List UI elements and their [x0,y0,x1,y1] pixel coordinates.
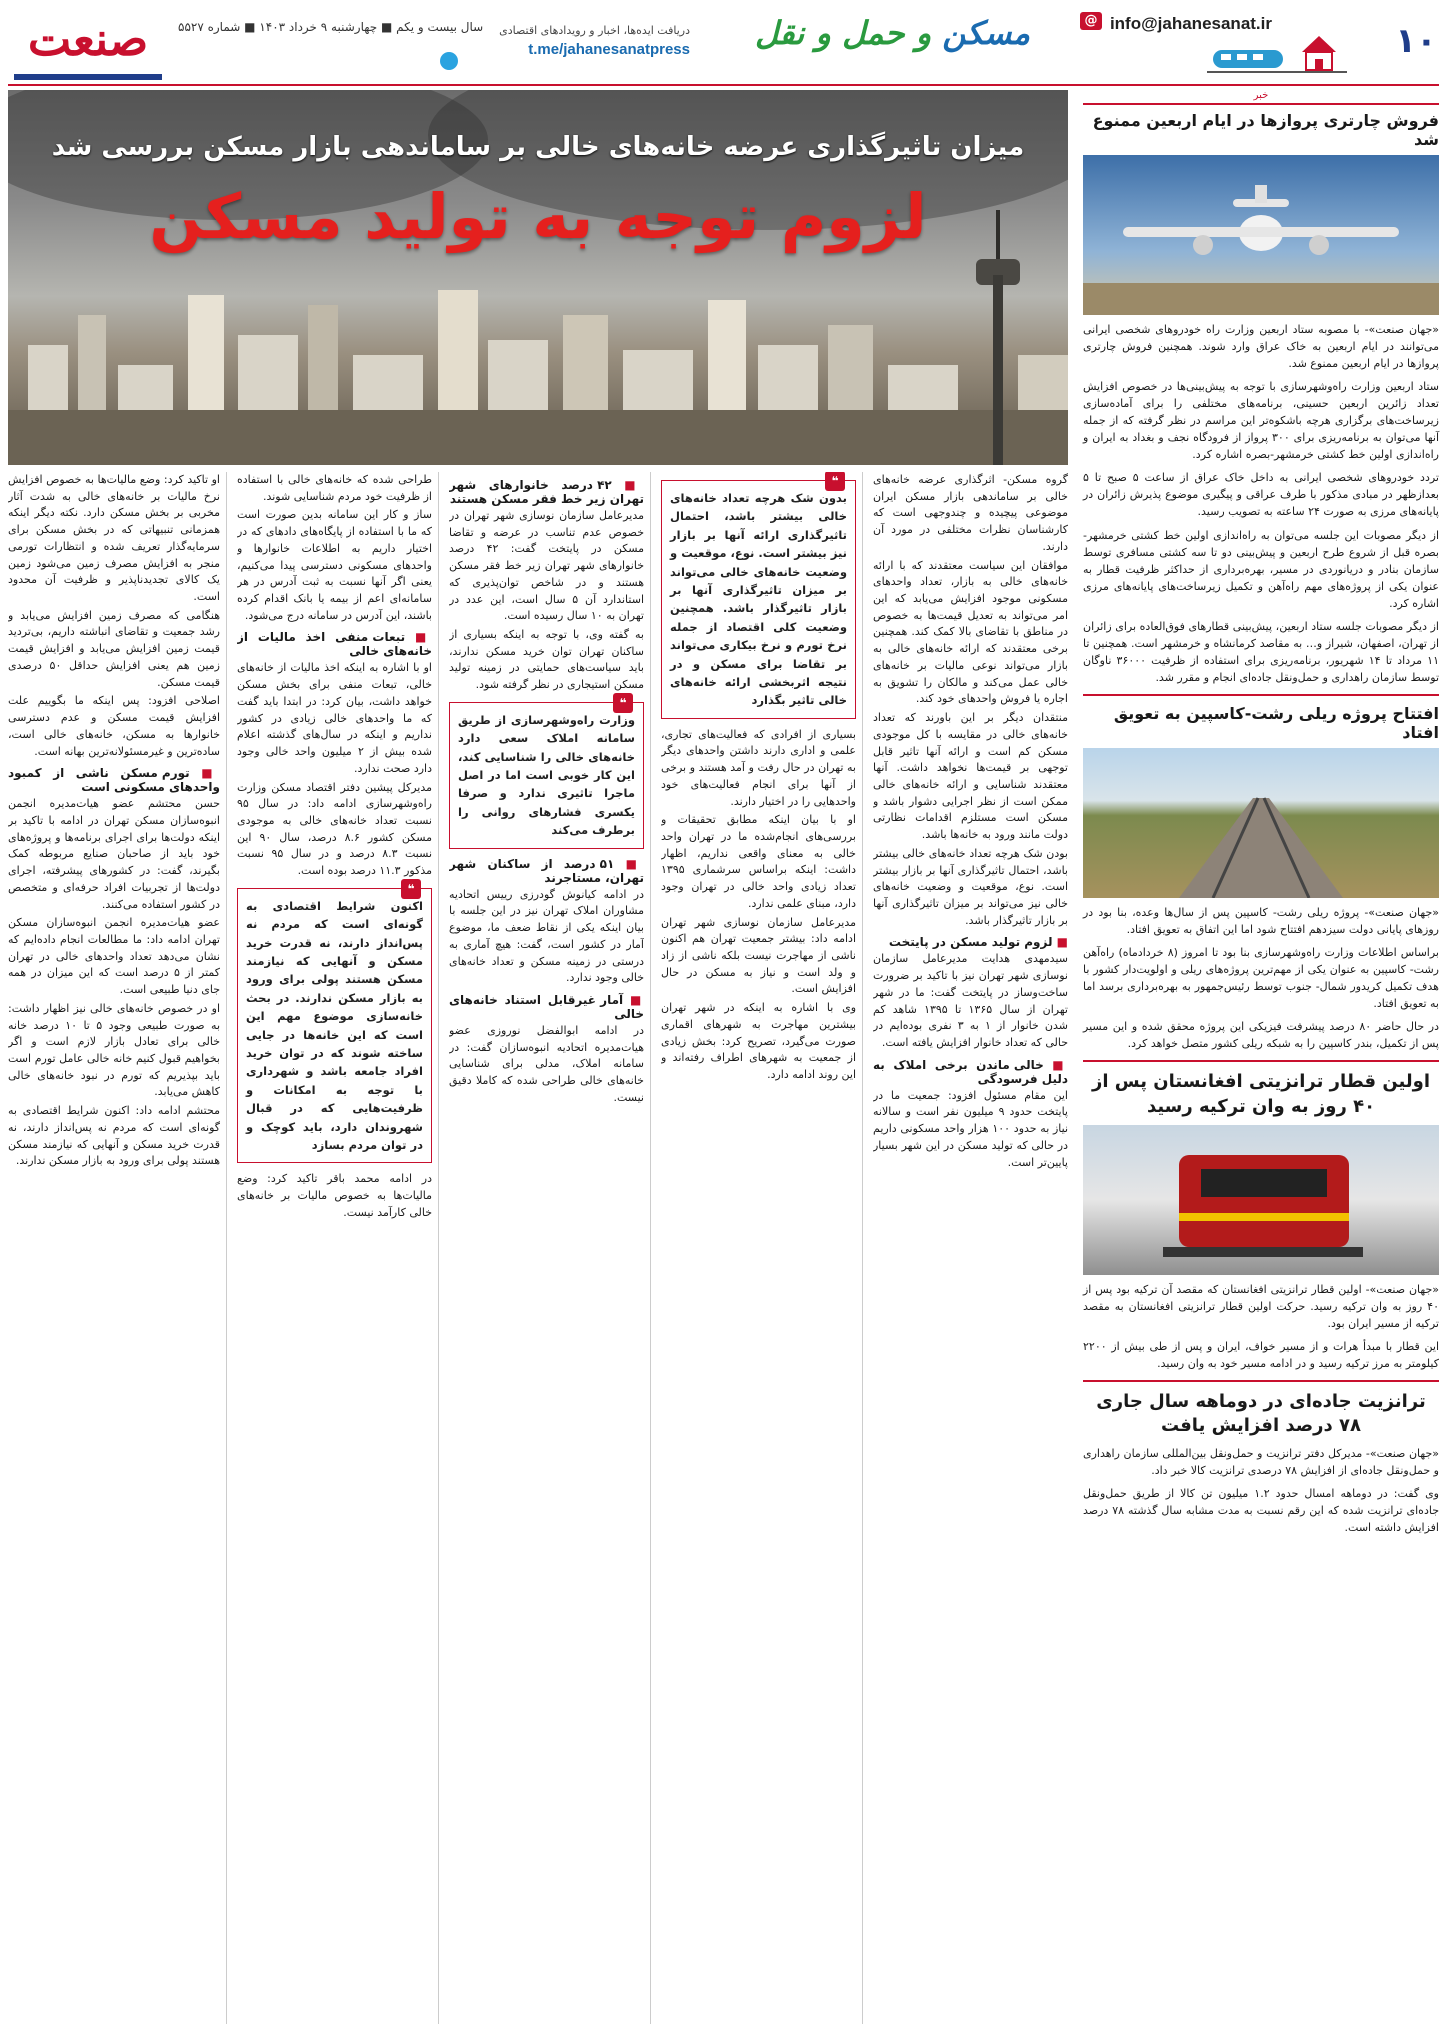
article-paragraph: طراحی شده که خانه‌های خالی با استفاده از ظرفیت خود مردم شناسایی شوند. [237,473,432,503]
article-paragraph: سیدمهدی هدایت مدیرعامل سازمان نوسازی شهر تهران نیز با تاکید بر ضرورت ساخت‌وساز در پایتخت گفت: ما در شهر تهران از سال ۱۳۶۵ تا ۱۳۹۵ شاهد کم شدن خانوار از ۱ به ۳ نفری بوده‌ایم در حالی که تعداد خانوار افزایش یافته است. [873,952,1068,1049]
story-paragraph: از دیگر مصوبات جلسه ستاد اربعین، پیش‌بینی قطارهای فوق‌العاده برای زائران از تهران، اصفهان، شیراز و… به مقاصد کرمانشاه و خرمشهر است. همچنین تا ۱۱ مرداد تا ۱۴ شهریور، برنامه‌ریزی برای استفاده از ظرفیت ۳۶۰۰۰ ناوگان توسط سازمان راهداری و حمل‌ونقل جاده‌ای انجام و مقرر شد. [1083,619,1439,684]
story-paragraph: «جهان صنعت»- مدیرکل دفتر ترانزیت و حمل‌ونقل بین‌المللی سازمان راهداری و حمل‌ونقل جاده‌ای از افزایش ۷۸ درصدی ترانزیت کالا خبر داد. [1083,1446,1439,1477]
story-headline[interactable]: فروش چارتری پروازها در ایام اربعین ممنوع شد [1092,111,1439,149]
column-rule [438,472,439,2024]
story-headline[interactable]: ترانزیت جاده‌ای در دوماهه سال جاری ۷۸ درصد افزایش یافت [1096,1391,1426,1437]
article-subheading: ■ لزوم تولید مسکن در پایتخت [873,935,1068,949]
column-rule [226,472,227,2024]
article-subheading: ■ ۴۲ درصد خانوارهای شهر تهران زیر خط فقر مسکن هستند [449,478,644,506]
logo-bar [14,74,162,80]
article-paragraph: مدیرکل پیشین دفتر اقتصاد مسکن وزارت راه‌وشهرسازی ادامه داد: در سال ۹۵ نسبت تعداد خانه‌های خالی به موجودی مسکن کشور ۸.۶ درصد، سال ۹۰ این نسبت ۸.۳ درصد و در سال ۹۵ نسبت مذکور ۱۱.۳ درصد بوده است. [237,780,432,878]
masthead-divider [8,84,1439,86]
headline-title: لزوم توجه به تولید مسکن [149,180,927,253]
story-paragraph: این قطار با مبدأ هرات و از مسیر خواف، ایران و پس از طی بیش از ۲۲۰۰ کیلومتر به مرز ترکیه رسید و در ادامه مسیر خود به وان رسید. [1083,1340,1439,1371]
page-number: ۱۰ [1395,21,1437,61]
hero-image [8,90,1068,465]
story-paragraph: در حال حاضر ۸۰ درصد پیشرفت فیزیکی این پروژه محقق شده و این مسیر پس از تکمیل، بندر کاسپین را به شبکه ریلی کشور متصل خواهد کرد. [1083,1020,1439,1051]
story-divider [1083,694,1439,696]
story-headline[interactable]: اولین قطار ترانزیتی افغانستان پس از ۴۰ روز به وان ترکیه رسید [1092,1071,1430,1117]
article-paragraph: او با اشاره به اینکه اخذ مالیات از خانه‌های خالی، تبعات منفی برای بخش مسکن خواهد داشت، بیان کرد: در ابتدا باید گفت که ما واحدهای خالی زیادی در کشور نداریم و اینکه در سال‌های گذشته اعلام شده بیش از ۲ میلیون واحد خالی وجود دارد صحت ندارد. [237,661,432,775]
article-paragraph: بسیاری از افرادی که فعالیت‌های تجاری، علمی و اداری دارند داشتن واحدهای دیگر به تهران در حال رفت و آمد هستند و برخی از آنها برای انجام فعالیت‌های خود واحدهایی را در اختیار دارند. [661,727,856,808]
article-column [873,472,1068,2024]
house-train-icon [1207,30,1347,76]
section-title-sub: و حمل و نقل [755,14,932,52]
article-paragraph: در ادامه کیانوش گودرزی رییس اتحادیه مشاوران املاک تهران نیز در این جلسه با بیان اینکه یکی از نقاط ضعف ما، موضوع آمار در کشور است، گفت: هیچ آماری به درستی در زمینه مسکن و تعداد خانه‌های خالی وجود ندارد. [449,887,644,985]
article-paragraph: این مقام مسئول افزود: جمعیت ما در پایتخت حدود ۹ میلیون نفر است و سالانه نیاز به حدود ۱۰۰ هزار واحد مسکونی داریم در حالی که تولید مسکن در این شهر بسیار پایین‌تر است. [873,1088,1068,1169]
right-news-column [1083,90,1439,1536]
airplane-icon [1083,155,1439,315]
article-column [8,472,220,2024]
article-paragraph: اصلاحی افزود: پس اینکه ما بگوییم علت افزایش قیمت مسکن و عدم دسترسی خانوارها به مسکن، خانه‌های خالی است، ساده‌ترین و غیرمسئولانه‌ترین بهانه است. [8,694,220,758]
article-column [449,472,644,2024]
story-paragraph: «جهان صنعت»- پروژه ریلی رشت- کاسپین پس از سال‌ها وعده، بنا بود در روزهای پایانی دولت سیزدهم افتتاح شود اما این اتفاق به تعویق افتاد. [1083,905,1439,936]
logo-text: صنعت [27,12,149,66]
pull-quote-text: بدون شک هرچه تعداد خانه‌های خالی بیشتر باشد، احتمال تاثیرگذاری ارائه آنها بر بازار نیز بیشتر است. نوع، موقعیت و وضعیت خانه‌های خالی می‌تواند بر میزان تاثیرگذاری آنها بر بازار تاثیرگذار باشد. همچنین وضعیت کلی اقتصاد از جمله نرخ تورم و نرخ بیکاری می‌تواند بر تقاضا برای مسکن و در نتیجه اثربخشی ارائه خانه‌های خالی تاثیر بگذارد [670,491,847,708]
article-paragraph: منتقدان دیگر بر این باورند که تعداد خانه‌های خالی در مقایسه با کل موجودی مسکن کم است و ارائه آنها تاثیر قابل توجهی بر قیمت‌ها نخواهد داشت. آنها معتقدند شناسایی و ارائه خانه‌های خالی ممکن است از نظر اجرایی دشوار باشد و مسکن است مستلزم اقدامات نظارتی دولت مانند ورود به خانه‌ها باشد. [873,711,1068,842]
article-column [237,472,432,2024]
article-paragraph: او در خصوص خانه‌های خالی نیز اظهار داشت: به صورت طبیعی وجود ۵ تا ۱۰ درصد خانه خالی برای تعادل بازار لازم است و اگر بخواهیم قبول کنیم خانه خالی عامل تورم است باید بپذیریم که تورم در نبود خانه‌های خالی کاهش می‌یابد. [8,1001,220,1099]
pull-quote [661,474,856,719]
article-paragraph: گروه مسکن- اثرگذاری عرضه خانه‌های خالی بر ساماندهی بازار مسکن ایران موضوعی پیچیده و چندوجهی است که کارشناسان نظرات مختلفی در مورد آن دارند. [873,473,1068,553]
article-paragraph: محتشم ادامه داد: اکنون شرایط اقتصادی به گونه‌ای است که مردم نه پس‌انداز دارند، نه قدرت خرید مسکن و آنهایی که نیازمند مسکن هستند پولی برای ورود به بازار مسکن ندارند. [8,1104,220,1168]
article-paragraph: در ادامه ابوالفضل نوروزی عضو هیات‌مدیره اتحادیه انبوه‌سازان گفت: در سامانه املاک، مدلی برای شناسایی خانه‌های خالی طراحی شده که کاملا دقیق نیست. [449,1023,644,1104]
section-title [755,14,1030,52]
logo [8,10,168,70]
masthead [0,0,1447,84]
pull-quote-text: وزارت راه‌وشهرسازی از طریق سامانه املاک سعی دارد خانه‌های خالی را شناسایی کند، این کار خوبی است اما در اصل ماجرا تاثیری ندارد و صرفا یکسری فشارهای روانی را برطرف می‌کند [458,712,635,838]
railway-track-icon [1083,748,1439,898]
article-paragraph: مدیرعامل سازمان نوسازی شهر تهران در خصوص عدم تناسب در عرضه و تقاضا مسکن در پایتخت گفت: ۴۲ درصد خانوارهای شهر تهران زیر خط فقر مسکن هستند و در شاخص توان‌پذیری که استاندارد آن ۵ سال است، این عدد در تهران به ۱۰ سال رسیده است. [449,509,644,623]
column-rule [650,472,651,2024]
article-paragraph: حسن محتشم عضو هیات‌مدیره انجمن انبوه‌سازان مسکن تهران در ادامه با تاکید بر اینکه دولت‌ها برای اجرای برنامه‌ها و پروژه‌های خود باید از صاحبان صنایع مربوطه کمک بگیرند، گفت: در کشورهای پیشرفته، اجرای دولت‌ها از تجربیات افراد حرفه‌ای و متخصص در کشور استفاده می‌کنند. [8,797,220,911]
article-subheading: ■ خالی ماندن برخی املاک به دلیل فرسودگی [873,1058,1068,1086]
story-paragraph: ستاد اربعین وزارت راه‌وشهرسازی با توجه به پیش‌بینی‌ها در خصوص افزایش تعداد زائرین اربعین حسینی، برنامه‌های مختلفی را برای آماده‌سازی زیرساخت‌های برگزاری هرچه باشکوه‌تر این مراسم در نظر گرفته که از جمله آنها می‌توان به برنامه‌ریزی برای ۳۰۰ پرواز از فرودگاه نجف و بغداد به ایران و راه‌اندازی اولین خط کشتی خرمشهر-بصره اشاره کرد. [1083,380,1440,462]
pull-quote-text: اکنون شرایط اقتصادی به گونه‌ای است که مردم نه پس‌انداز دارند، نه قدرت خرید مسکن و آنهایی که نیازمند مسکن هستند پولی برای ورود به بازار مسکن ندارند. در بحث خانه‌سازی موضوع مهم این است که این خانه‌ها در جایی ساخته شوند که در توان خرید افراد جامعه باشد و شهرداری با توجه به امکانات و ظرفیت‌هایی که در قبال شهروندان دارد، باید کوچک و در توان مردم بسازد [246,898,423,1152]
train-photo [1083,1125,1439,1275]
article-paragraph: در ادامه محمد باقر تاکید کرد: وضع مالیات‌ها به خصوص مالیات بر خانه‌های خالی کارآمد نیست. [237,1172,432,1219]
article-paragraph: وی با اشاره به اینکه در شهر تهران بیشترین مهاجرت به شهرهای اقماری صورت می‌گیرد، تصریح کرد: بخش زیادی از جمعیت به شهرهای اطراف رفته‌اند و این روند ادامه دارد. [661,1001,856,1082]
article-paragraph: به گفته وی، با توجه به اینکه بسیاری از ساکنان تهران توان خرید مسکن ندارند، باید سیاست‌های حمایتی در زمینه تولید مسکن استیجاری در نظر گرفته شود. [449,628,644,692]
quote-icon: ❝ [825,472,845,491]
column-rule [862,472,863,2024]
channel-line: دریافت ایده‌ها، اخبار و رویدادهای اقتصادی [499,24,690,37]
article-paragraph: ساز و کار این سامانه بدین صورت است که ما با استفاده از پایگاه‌های دادهای که در اختیار داریم به اطلاعات خانوارها و واحدهای مسکونی دسترسی پیدا می‌کنیم، یعنی اگر آنها نسبت به ثبت آدرس در هر سامانه‌ای اعم از بیمه یا بانک اقدام کرده باشند، این آدرس در سامانه درج می‌شود. [237,508,432,622]
locomotive-icon [1083,1125,1439,1275]
milad-tower-shaft [993,275,1003,465]
article-paragraph: او تاکید کرد: وضع مالیات‌ها به خصوص افزایش نرخ مالیات بر خانه‌های خالی به شدت آثار مخربی بر بخش مسکن دارد. نکته دیگر اینکه همزمانی تنبیهاتی که در بخش مسکن برای سرمایه‌گذار تعریف شده و انتظارات تورمی منجر به افزایش مصرف زمین می‌شود زمین یک کالای تجدیدناپذیر و ظرفیت آن محدود است. [8,473,220,604]
news-tag: خبر [1083,90,1439,105]
story-headline[interactable]: افتتاح پروژه ریلی رشت-کاسپین به تعویق افتاد [1113,703,1439,742]
pull-quote [449,695,644,849]
story-paragraph: از دیگر مصوبات این جلسه می‌توان به راه‌اندازی اولین خط کشتی خرمشهر-بصره قبل از شروع طرح اربعین و پیش‌بینی دو تا سه کشتی مسافری توسط سازمان بنادر و دریانوردی در مسیر، بهره‌برداری از حداکثر ظرفیت قطار به عنوان یکی از پروژه‌های مهم راه‌آهن و تکمیل زیرساخت‌های پایانه‌های مرزی اشاره کرد. [1083,528,1439,610]
article-paragraph: عضو هیات‌مدیره انجمن انبوه‌سازان مسکن تهران ادامه داد: ما مطالعات انجام داده‌ایم که نشان می‌دهد تعداد واحدهای خالی در تهران کمتر از ۵ درصد است که این میزان در همه جای دنیا طبیعی است. [8,916,220,997]
ground-band [8,410,1068,465]
headline-kicker: میزان تاثیرگذاری عرضه خانه‌های خالی بر ساماندهی بازار مسکن بررسی شد [51,132,1025,162]
article-paragraph: بودن شک هرچه تعداد خانه‌های خالی بیشتر باشد، احتمال تاثیرگذاری آنها بر بازار بیشتر است. نوع، موقعیت و وضعیت خانه‌های خالی نیز می‌تواند بر میزان تاثیرگذاری آنها بر بازار تاثیرگذار باشد. [873,846,1068,927]
article-subheading: ■ آمار غیرقابل استناد خانه‌های خالی [449,993,644,1021]
story-paragraph: براساس اطلاعات وزارت راه‌وشهرسازی بنا بود تا امروز (۸ خردادماه) راه‌آهن رشت- کاسپین به عنوان یکی از مهم‌ترین پروژه‌های ریلی و اولویت‌دار کشور با هدف تکمیل کریدور شمال- جنوب توسط رئیس‌جمهور به بهره‌برداری برسد اما به تعویق افتاد. [1083,946,1439,1011]
article-body [8,472,1068,2024]
article-subheading: ■ تورم مسکن ناشی از کمبود واحدهای مسکونی است [8,766,220,794]
article-paragraph: او با بیان اینکه مطابق تحقیقات و بررسی‌های انجام‌شده ما در تهران واحد خالی به معنای واقعی نداریم، اظهار داشت: اینکه براساس سرشماری ۱۳۹۵ تعداد زیادی واحد خالی در تهران وجود دارد، مبنای علمی ندارد. [661,813,856,910]
story-divider [1083,1060,1439,1062]
issue-info: سال بیست و یکم ■ چهارشنبه ۹ خرداد ۱۴۰۳ ■ شماره ۵۵۲۷ [178,20,484,34]
article-paragraph: موافقان این سیاست معتقدند که با ارائه خانه‌های خالی به بازار، تعداد واحدهای مسکونی موجود افزایش می‌یابد که این امر می‌تواند به تعدیل قیمت‌ها به خصوص در مناطق با تقاضای بالا کمک کند. همچنین برخی معتقدند که ارائه خانه‌های خالی به بازار می‌تواند نوعی مالیات بر خانه‌های خالی عمل می‌کند و مالکان را تشویق به اجاره یا فروش واحدهای خود کند. [873,558,1068,706]
section-title-main: مسکن [942,14,1031,52]
quote-icon: ❝ [613,693,633,713]
story-paragraph: «جهان صنعت»- با مصوبه ستاد اربعین وزارت راه خودروهای شخصی ایرانی می‌توانند در ایام اربعین به خاک عراق وارد شوند. همچنین فروش چارتری پروازها در ایام اربعین ممنوع شد. [1083,323,1439,371]
channel-link[interactable]: t.me/jahanesanatpress [528,41,690,58]
story-divider [1083,1380,1439,1382]
railway-photo [1083,748,1439,898]
quote-icon: ❝ [401,879,421,899]
story-paragraph: وی گفت: در دوماهه امسال حدود ۱.۲ میلیون تن کالا از طریق حمل‌ونقل جاده‌ای ترانزیت شده که این رقم نسبت به مدت مشابه سال گذشته ۷۸ درصد افزایش داشته است. [1083,1486,1439,1534]
email-address[interactable]: info@jahanesanat.ir [1109,14,1272,33]
telegram-icon [440,52,458,70]
airplane-photo [1083,155,1439,315]
email-icon: @ [1080,12,1102,30]
article-column [661,472,856,2024]
pull-quote [237,881,432,1163]
telegram-channel [460,24,690,58]
article-subheading: ■ تبعات منفی اخذ مالیات از خانه‌های خالی [237,630,432,658]
story-paragraph: تردد خودروهای شخصی ایرانی به داخل خاک عراق از ساعت ۵ صبح تا ۵ بعدازظهر در مبادی مذکور با طرف عراقی و پیگیری موضوع پذیرش زائران در پایانه‌های مرزی به صورت ۲۴ ساعته به تصویب رسید. [1083,471,1439,519]
article-paragraph: مدیرعامل سازمان نوسازی شهر تهران ادامه داد: بیشتر جمعیت تهران هم اکنون ناشی از مهاجرت نیست بلکه ناشی از زاد و ولد است و نیاز به مسکن در حال افزایش است. [661,915,856,996]
story-paragraph: «جهان صنعت»- اولین قطار ترانزیتی افغانستان که مقصد آن ترکیه بود پس از ۴۰ روز به وان ترکیه رسید. حرکت اولین قطار ترانزیتی افغانستان به مقصد ترکیه از مسیر ایران بود. [1083,1282,1439,1330]
article-paragraph: هنگامی که مصرف زمین افزایش می‌یابد و رشد جمعیت و تقاضای انباشته داریم، بی‌تردید قیمت زمین افزایش می‌یابد و افزایش قیمت زمین هم یعنی افزایش حداقل ۵۰ درصدی قیمت مسکن. [8,608,220,689]
article-subheading: ■ ۵۱ درصد از ساکنان شهر تهران، مستاجرند [449,857,644,885]
